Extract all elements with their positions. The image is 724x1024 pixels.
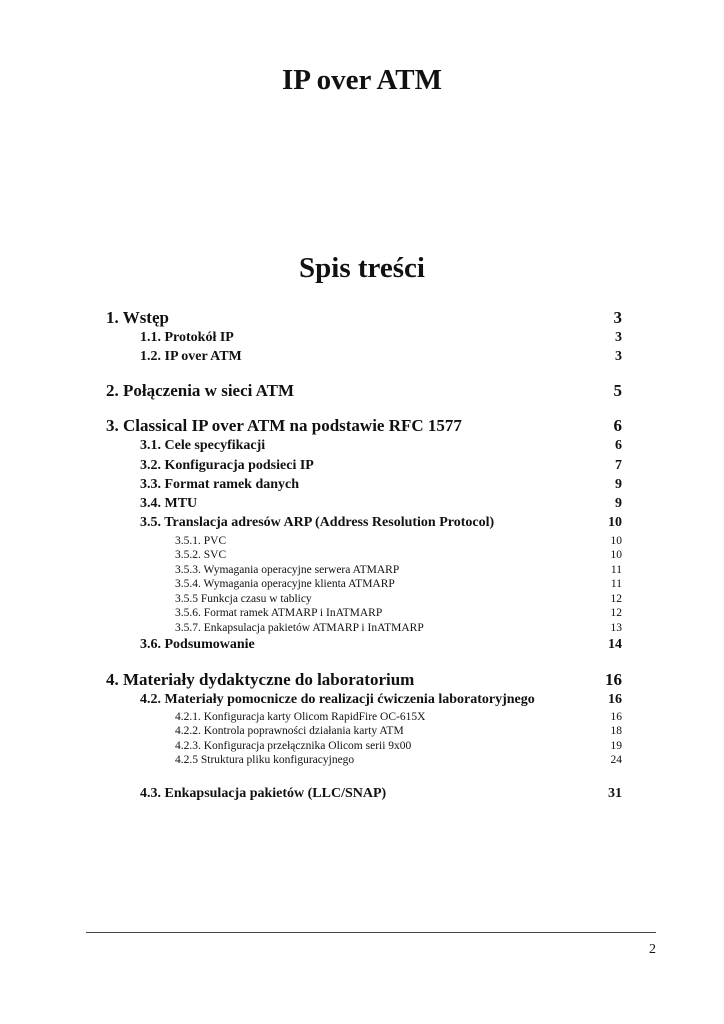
toc-entry[interactable]	[175, 725, 622, 737]
toc-entry[interactable]	[140, 330, 622, 346]
toc-entry-label: 1.2. IP over ATM	[140, 349, 242, 364]
toc-entry-page: 18	[610, 725, 622, 737]
toc-entry-label: 4.2.2. Kontrola poprawności działania karty ATM	[175, 725, 404, 737]
toc-entry-label: 3.5.1. PVC	[175, 535, 227, 547]
toc-entry-page: 11	[610, 564, 622, 576]
toc-entry-label: 3.2. Konfiguracja podsieci IP	[140, 458, 314, 473]
toc-entry-page: 10	[610, 549, 622, 561]
toc-entry-label: 3.1. Cele specyfikacji	[140, 438, 266, 453]
toc-entry[interactable]	[175, 564, 622, 576]
toc-entry-label: 4.2.3. Konfiguracja przełącznika Olicom serii 9x00	[175, 740, 412, 752]
toc-entry[interactable]	[106, 381, 622, 401]
toc-entry-label: 1. Wstęp	[106, 308, 169, 327]
toc-entry-page: 9	[615, 477, 622, 492]
toc-entry-label: 4.2. Materiały pomocnicze do realizacji ćwiczenia laboratoryjnego	[140, 692, 535, 707]
toc-entry-label: 3.5.7. Enkapsulacja pakietów ATMARP i InATMARP	[175, 622, 424, 634]
toc-heading: Spis treści	[299, 252, 425, 284]
toc-entry-label: 3.5.5 Funkcja czasu w tablicy	[175, 593, 312, 605]
toc-entry-page: 31	[608, 786, 622, 801]
toc-entry[interactable]	[175, 593, 622, 605]
toc-entry[interactable]	[140, 438, 622, 454]
toc-entry[interactable]	[175, 607, 622, 619]
toc-entry-page: 14	[608, 637, 622, 652]
toc-entry[interactable]	[175, 740, 622, 752]
page-number: 2	[649, 942, 656, 957]
toc-entry-page: 3	[613, 308, 622, 327]
toc-entry[interactable]	[140, 496, 622, 512]
toc-entry-page: 16	[605, 670, 622, 689]
toc-entry-page: 12	[610, 593, 622, 605]
toc-entry-label: 3.3. Format ramek danych	[140, 477, 300, 492]
toc-entry-label: 3. Classical IP over ATM na podstawie RFC 1577	[106, 416, 462, 435]
toc-entry-label: 3.5.6. Format ramek ATMARP i InATMARP	[175, 607, 383, 619]
toc-entry-page: 7	[615, 458, 622, 473]
toc-entry[interactable]	[175, 754, 622, 766]
toc-entry-page: 6	[615, 438, 622, 453]
toc-entry-label: 1.1. Protokół IP	[140, 330, 234, 345]
toc-entry-page: 5	[613, 381, 622, 400]
toc-entry[interactable]	[175, 535, 622, 547]
toc-entry[interactable]	[175, 711, 622, 723]
footer-divider	[86, 932, 656, 933]
toc-entry-label: 3.5.2. SVC	[175, 549, 227, 561]
toc-entry-page: 24	[610, 754, 622, 766]
toc-entry-page: 16	[610, 711, 622, 723]
toc-entry-page: 9	[615, 496, 622, 511]
document-title: IP over ATM	[281, 64, 443, 96]
toc-entry[interactable]	[175, 622, 622, 634]
toc-entry-label: 3.4. MTU	[140, 496, 198, 511]
toc-entry[interactable]	[140, 515, 622, 531]
toc-entry[interactable]	[140, 349, 622, 365]
toc-entry-label: 3.5. Translacja adresów ARP (Address Resolution Protocol)	[140, 515, 495, 530]
toc-entry-page: 11	[610, 578, 622, 590]
toc-entry[interactable]	[140, 637, 622, 653]
toc-entry[interactable]	[140, 477, 622, 493]
toc-entry-label: 4. Materiały dydaktyczne do laboratorium	[106, 670, 415, 689]
toc-entry-page: 3	[615, 330, 622, 345]
toc-entry-page: 3	[615, 349, 622, 364]
toc-entry-label: 3.6. Podsumowanie	[140, 637, 255, 652]
toc-entry[interactable]	[175, 578, 622, 590]
toc-entry-page: 19	[610, 740, 622, 752]
toc-entry-label: 3.5.3. Wymagania operacyjne serwera ATMARP	[175, 564, 400, 576]
toc-entry[interactable]	[140, 786, 622, 802]
toc-entry[interactable]	[106, 308, 622, 328]
toc-entry-page: 10	[610, 535, 622, 547]
toc-entry-label: 4.3. Enkapsulacja pakietów (LLC/SNAP)	[140, 786, 387, 801]
toc-entry[interactable]	[106, 416, 622, 436]
toc-entry-page: 12	[610, 607, 622, 619]
toc-entry[interactable]	[175, 549, 622, 561]
toc-entry-page: 13	[610, 622, 622, 634]
toc-entry-label: 4.2.1. Konfiguracja karty Olicom RapidFire OC-615X	[175, 711, 426, 723]
toc-entry-label: 3.5.4. Wymagania operacyjne klienta ATMARP	[175, 578, 395, 590]
toc-entry[interactable]	[140, 692, 622, 708]
toc-entry-page: 6	[613, 416, 622, 435]
toc-entry-page: 10	[608, 515, 622, 530]
toc-entry[interactable]	[106, 670, 622, 690]
toc-entry[interactable]	[140, 458, 622, 474]
toc-entry-label: 4.2.5 Struktura pliku konfiguracyjnego	[175, 754, 355, 766]
toc-entry-page: 16	[608, 692, 622, 707]
toc-entry-label: 2. Połączenia w sieci ATM	[106, 381, 295, 400]
